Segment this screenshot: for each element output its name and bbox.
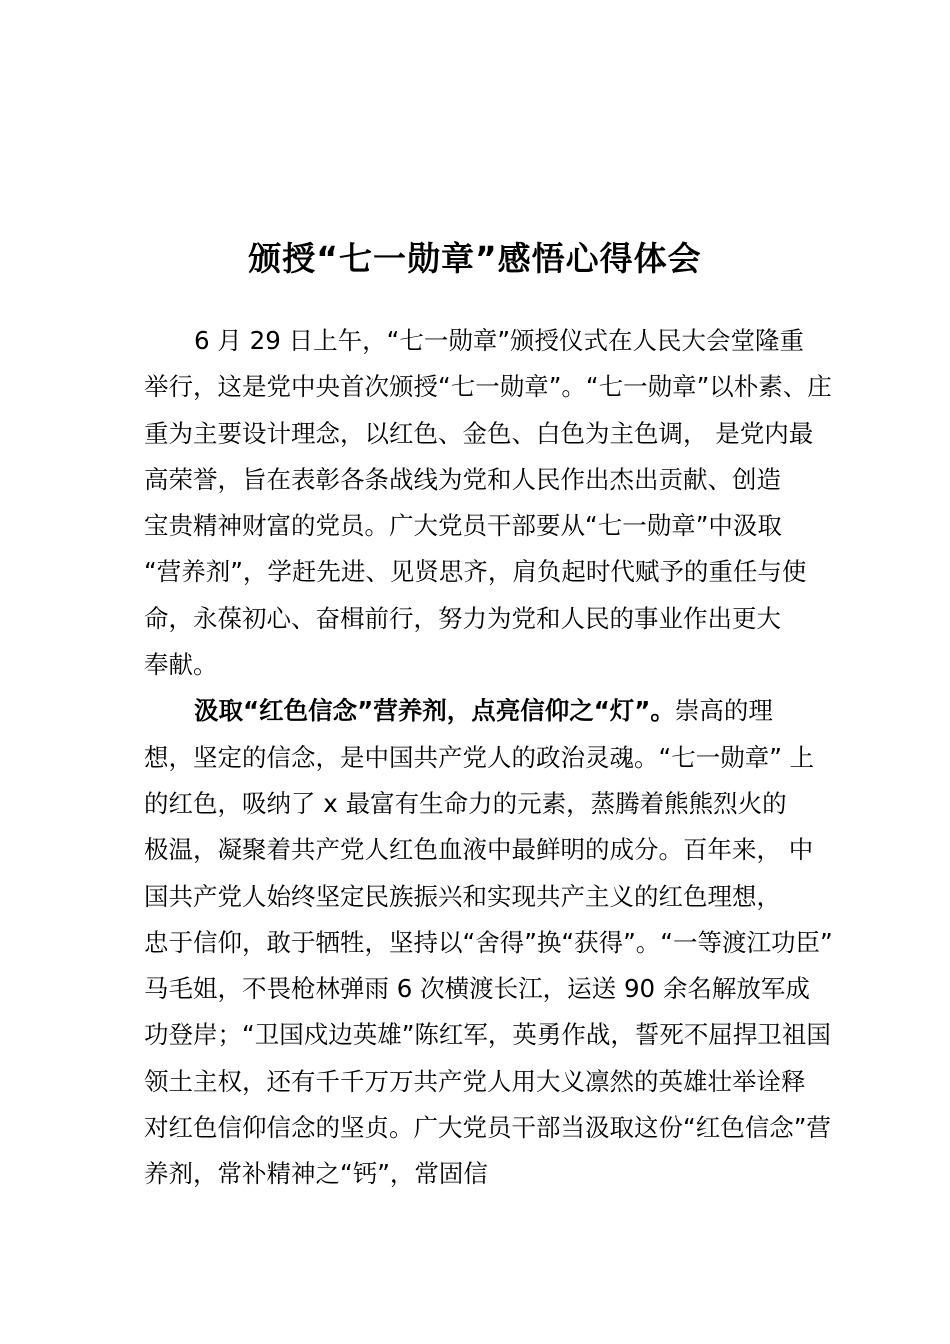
text-line: 重为主要设计理念，以红色、金色、白色为主色调， 是党内最 xyxy=(144,418,814,448)
text-line: 命，永葆初心、奋楫前行，努力为党和人民的事业作出更大 xyxy=(144,603,781,633)
text-line: 高荣誉，旨在表彰各条战线为党和人民作出杰出贡献、创造 xyxy=(144,464,781,494)
paragraph-intro xyxy=(144,318,832,688)
text-line xyxy=(144,688,824,734)
text-line: 领土主权，还有千千万万共产党人用大义凛然的英雄壮举诠释 xyxy=(144,1066,806,1096)
document-title: 颁授“七一勋章”感悟心得体会 xyxy=(248,239,702,278)
text-line: 6 月 29 日上午，“七一勋章”颁授仪式在人民大会堂隆重 xyxy=(194,326,805,355)
text-line: 想，坚定的信念，是中国共产党人的政治灵魂。“七一勋章” 上 xyxy=(144,742,815,772)
text-line: 奉献。 xyxy=(144,650,218,680)
text-line: 极温，凝聚着共产党人红色血液中最鲜明的成分。百年来， 中 xyxy=(144,835,814,865)
text-line: 的红色，吸纳了 x 最富有生命力的元素，蒸腾着熊熊烈火的 xyxy=(144,788,787,818)
paragraph-red-belief xyxy=(144,688,833,1197)
text-line: “营养剂”，学赶先进、见贤思齐，肩负起时代赋予的重任与使 xyxy=(144,557,807,587)
text-line: 忠于信仰，敢于牺牲，坚持以“舍得”换“获得”。“一等渡江功臣” xyxy=(144,927,833,957)
text-line: 举行，这是党中央首次颁授“七一勋章”。“七一勋章”以朴素、庄 xyxy=(144,372,832,402)
text-line: 养剂，常补精神之“钙”，常固信 xyxy=(144,1159,488,1189)
text-line: 功登岸；“卫国戍边英雄”陈红军，英勇作战，誓死不屈捍卫祖国 xyxy=(144,1020,831,1050)
text-line: 国共产党人始终坚定民族振兴和实现共产主义的红色理想， xyxy=(144,881,781,911)
heading-continuation: 崇高的理 xyxy=(674,696,773,726)
text-line: 对红色信仰信念的坚贞。广大党员干部当汲取这份“红色信念”营 xyxy=(144,1113,831,1143)
document-body xyxy=(144,318,833,1198)
text-line: 宝贵精神财富的党员。广大党员干部要从“七一勋章”中汲取 xyxy=(144,511,782,541)
text-line: 马毛姐，不畏枪林弹雨 6 次横渡长江，运送 90 余名解放军成 xyxy=(144,974,810,1004)
section-heading: 汲取“红色信念”营养剂，点亮信仰之“灯”。 xyxy=(194,696,675,726)
